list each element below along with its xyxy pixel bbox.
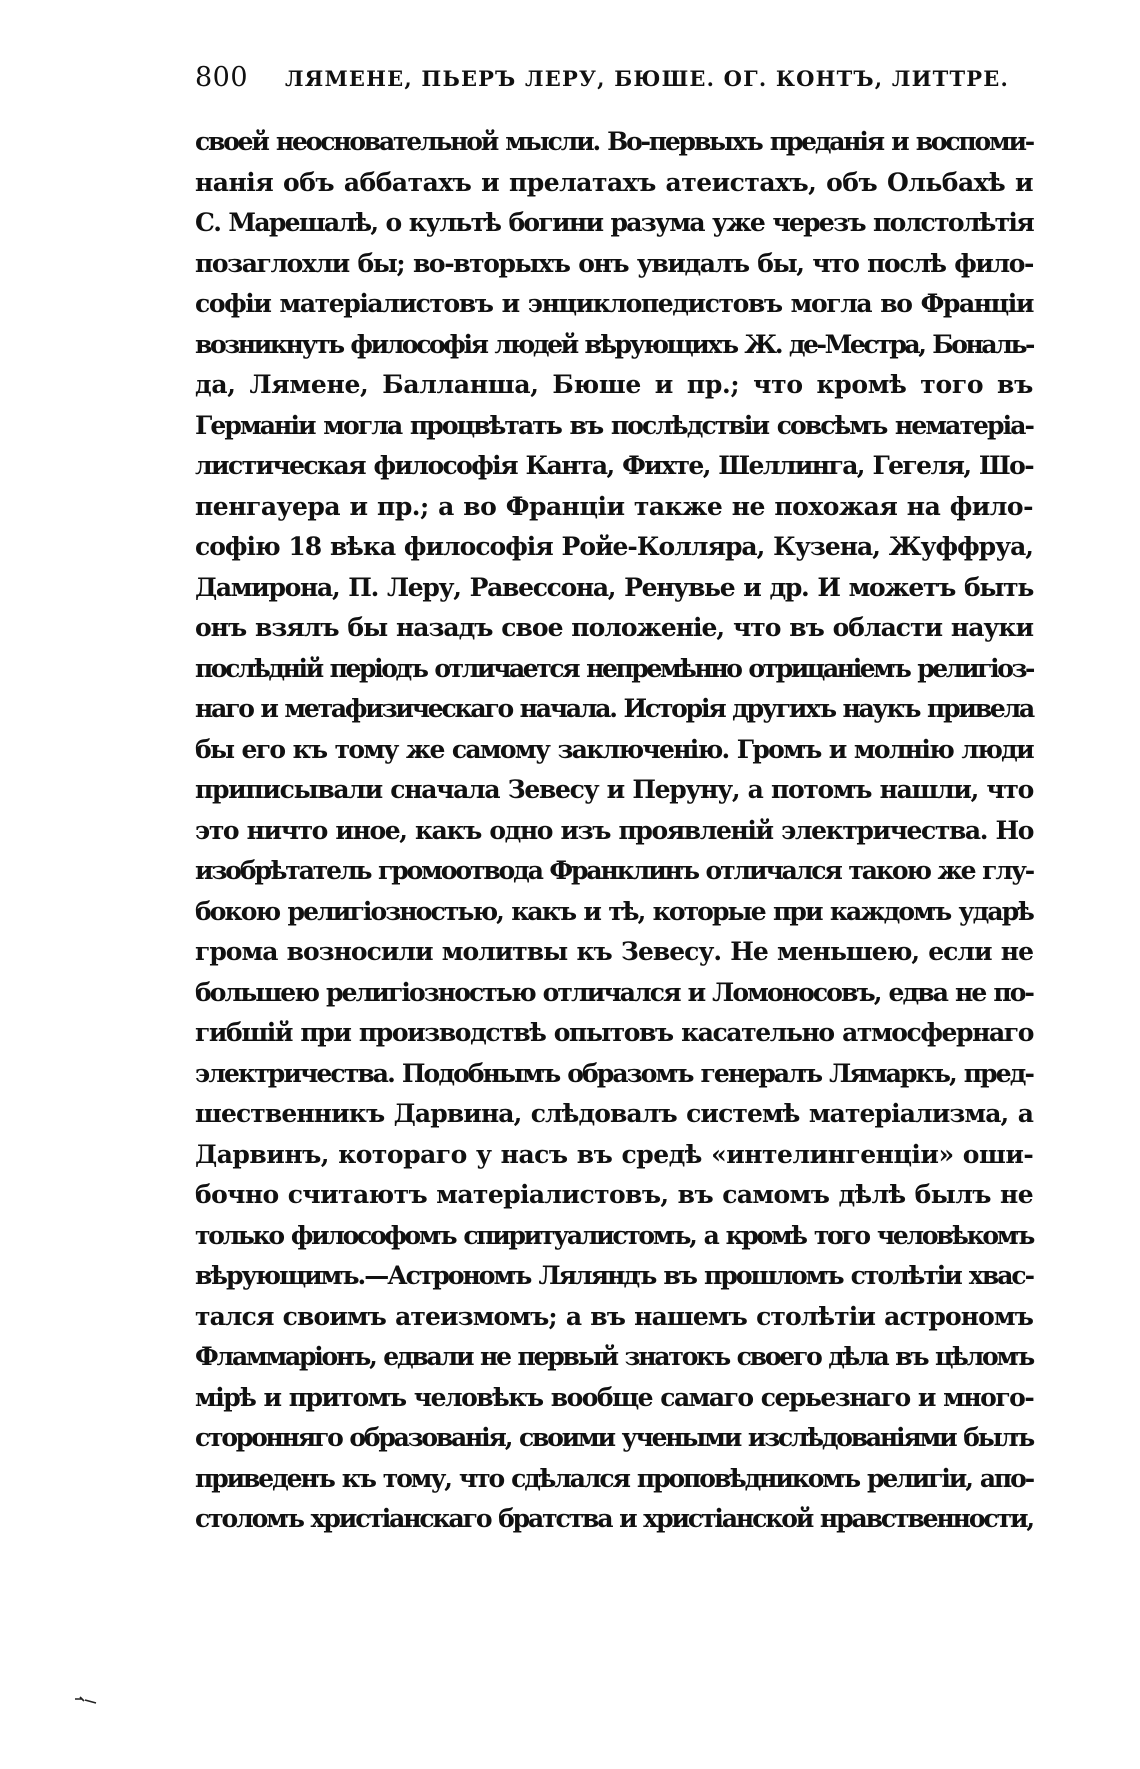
- text-line: изобрѣтатель громоотвода Франклинъ отличался такою же глу-: [195, 856, 1034, 885]
- text-line: Германіи могла процвѣтать въ послѣдствіи совсѣмъ нематеріа-: [195, 410, 1033, 440]
- text-line: только философомъ спиритуалистомъ, а кромѣ того человѣкомъ: [195, 1220, 1033, 1250]
- text-line: возникнуть философія людей вѣрующихъ Ж. де-Местра, Бональ-: [195, 329, 1033, 359]
- page-number: 800: [195, 62, 249, 93]
- text-line: грома возносили молитвы къ Зевесу. Не меньшею, если не: [195, 937, 1033, 966]
- text-line: тался своимъ атеизмомъ; а въ нашемъ столѣтіи астрономъ: [195, 1301, 1033, 1331]
- running-head: ЛЯМЕНЕ, ПЬЕРЪ ЛЕРУ, БЮШЕ. ОГ. КОНТЪ, ЛИТТРЕ.: [285, 66, 1009, 91]
- body-text: [195, 122, 1033, 1540]
- text-line: гибшій при производствѣ опытовъ касательно атмосфернаго: [195, 1018, 1033, 1047]
- text-line: листическая философія Канта, Фихте, Шеллинга, Гегеля, Шо-: [195, 451, 1033, 480]
- text-line: нанія объ аббатахъ и прелатахъ атеистахъ, объ Ольбахѣ и: [195, 167, 1033, 197]
- text-line: онъ взялъ бы назадъ свое положеніе, что въ области науки: [195, 613, 1033, 642]
- text-line: бы его къ тому же самому заключенію. Громъ и молнію люди: [195, 734, 1033, 764]
- text-line: своей неосновательной мысли. Во-первыхъ преданія и воспоми-: [195, 127, 1033, 156]
- text-line: сторонняго образованія, своими учеными изслѣдованіями былъ: [195, 1423, 1033, 1452]
- text-line: шественникъ Дарвина, слѣдовалъ системѣ матеріализма, а: [195, 1099, 1033, 1128]
- text-line: пенгауера и пр.; а во Франціи также не похожая на фило-: [195, 491, 1033, 521]
- text-line: большею религіозностью отличался и Ломоносовъ, едва не по-: [195, 977, 1033, 1007]
- text-line: бочно считаютъ матеріалистовъ, въ самомъ дѣлѣ былъ не: [195, 1180, 1033, 1209]
- text-line: это ничто иное, какъ одно изъ проявленій электричества. Но: [195, 815, 1033, 845]
- text-line: вѣрующимъ.—Астрономъ Ляляндъ въ прошломъ столѣтіи хвас-: [195, 1261, 1033, 1290]
- text-line: столомъ христіанскаго братства и христіанской нравственности,: [195, 1504, 1033, 1533]
- text-line: Дамирона, П. Леру, Равессона, Ренувье и др. И можетъ быть: [195, 572, 1033, 602]
- text-line: Фламмаріонъ, едвали не первый знатокъ своего дѣла въ цѣломъ: [195, 1342, 1033, 1371]
- text-line: электричества. Подобнымъ образомъ генералъ Лямаркъ, пред-: [195, 1058, 1033, 1088]
- text-line: С. Марешалѣ, о культѣ богини разума уже черезъ полстолѣтія: [195, 208, 1033, 237]
- text-line: позаглохли бы; во-вторыхъ онъ увидалъ бы, что послѣ фило-: [195, 248, 1033, 278]
- text-line: софію 18 вѣка философія Ройе-Колляра, Кузена, Жуффруа,: [195, 532, 1033, 561]
- text-line: послѣдній періодъ отличается непремѣнно отрицаніемъ религіоз-: [195, 653, 1033, 683]
- text-line: приписывали сначала Зевесу и Перуну, а потомъ нашли, что: [195, 775, 1033, 804]
- text-line: мірѣ и притомъ человѣкъ вообще самаго серьезнаго и много-: [195, 1382, 1034, 1412]
- text-line: наго и метафизическаго начала. Исторія другихъ наукъ привела: [195, 694, 1033, 723]
- page-header: [195, 62, 1035, 102]
- text-line: приведенъ къ тому, что сдѣлался проповѣдникомъ религіи, апо-: [195, 1463, 1033, 1493]
- text-line: бокою религіозностью, какъ и тѣ, которые при каждомъ ударѣ: [195, 896, 1033, 926]
- text-line: софіи матеріалистовъ и энциклопедистовъ могла во Франціи: [195, 289, 1033, 318]
- text-line: да, Лямене, Балланша, Бюше и пр.; что кромѣ того въ: [195, 370, 1033, 399]
- text-line: Дарвинъ, котораго у насъ въ средѣ «интелингенціи» оши-: [195, 1139, 1034, 1169]
- margin-mark-icon: [74, 1694, 98, 1706]
